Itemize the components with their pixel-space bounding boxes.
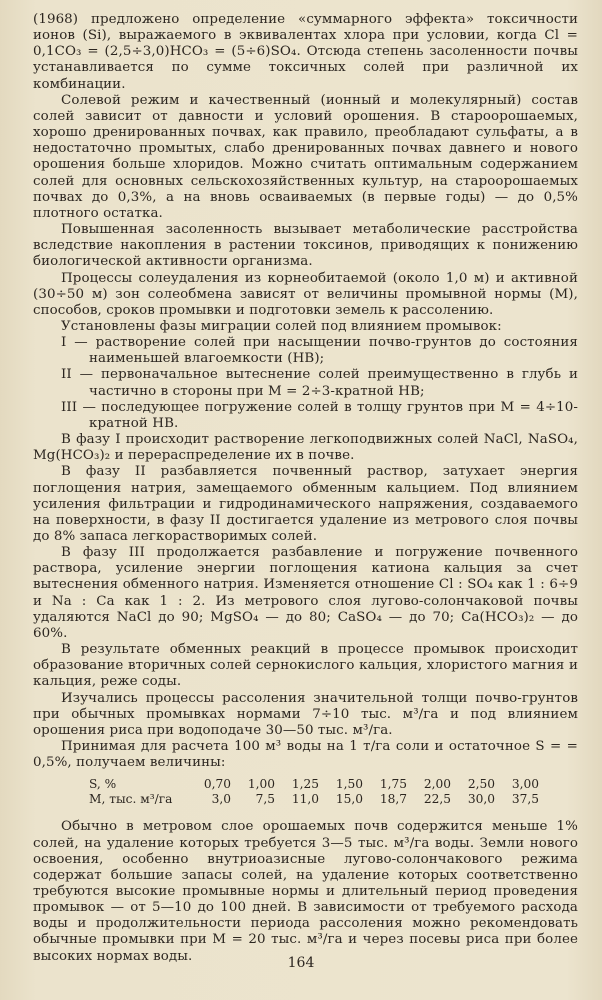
phase-item-2: II — первоначальное вытеснение солей преимущественно в глубь и частично в стороны при M = 2÷3-кратной НВ; [61, 367, 578, 399]
paragraph-calculation: Принимая для расчета 100 м³ воды на 1 т/га соли и остаточное S = = 0,5%, получаем величины: [33, 739, 578, 771]
table-cell: 7,5 [255, 792, 275, 807]
table-cell: 3,00 [511, 777, 539, 792]
values-table [89, 777, 547, 807]
paragraph-final: Обычно в метровом слое орошаемых почв содержится меньше 1% солей, на удаление которых требуется 3—5 тыс. м³/га воды. Земли нового освоения, особенно внутриоазисные лугово-солончакового режима содержат большие запасы солей, на удаление которых соответственно требуются высокие промывные нормы и длительный период проведения промывок — от 5—10 до 100 дней. В зависимости от требуемого расхода воды и продолжительности периода рассоления можно рекомендовать обычные промывки при M = 20 тыс. м³/га и через посевы риса при более высоких нормах воды. [33, 819, 578, 964]
paragraph-exchange-reactions: В результате обменных реакций в процессе промывок происходит образование вторичных солей сернокислого кальция, хлористого магния и кальция, реже соды. [33, 642, 578, 690]
phase-item-1: I — растворение солей при насыщении почво-грунтов до состояния наименьшей влагоемкости (НВ); [61, 335, 578, 367]
table-cell: 18,7 [379, 792, 407, 807]
table-cell: 2,00 [423, 777, 451, 792]
table-cell: 37,5 [511, 792, 539, 807]
table-cell: 30,0 [467, 792, 495, 807]
table-cell: 1,25 [291, 777, 319, 792]
table-row-m [89, 792, 547, 807]
table-row-s [89, 777, 547, 792]
table-cell: 1,50 [335, 777, 363, 792]
table-cell: 11,0 [291, 792, 319, 807]
table-cell: 1,75 [379, 777, 407, 792]
page-number: 164 [287, 955, 315, 971]
paragraph-metabolic: Повышенная засоленность вызывает метаболические расстройства вследствие накопления в растении токсинов, приводящих к понижению биологической активности организма. [33, 222, 578, 270]
phase-item-3: III — последующее погружение солей в толщу грунтов при M = 4÷10-кратной НВ. [61, 399, 578, 431]
paragraph-salt-regime: Солевой режим и качественный (ионный и молекулярный) состав солей зависит от давности и условий орошения. В староорошаемых, хорошо дренированных почвах, как правило, преобладают сульфаты, а в недостаточно промытых, слабо дренированных почвах давнего и нового орошения больше хлоридов. Можно считать оптимальным содержанием солей для основных сельскохозяйственных культур, на староорошаемых почвах до 0,3%, а на вновь осваиваемых (в первые годы) — до 0,5% плотного остатка. [33, 92, 578, 221]
table-cell: 2,50 [467, 777, 495, 792]
paragraph-phase-2: В фазу II разбавляется почвенный раствор, затухает энергия поглощения натрия, замещаемого обменным кальцием. Под влиянием усиления фильтрации и гидродинамического напряжения, создаваемого на поверхности, в фазу II достигается удаление из метрового слоя почвы до 8% запаса легкорастворимых солей. [33, 464, 578, 544]
table-cell: 0,70 [203, 777, 231, 792]
table-cell: 3,0 [211, 792, 231, 807]
paragraph-phase-3: В фазу III продолжается разбавление и погружение почвенного раствора, усиление энергии поглощения катиона кальция за счет вытеснения обменного натрия. Изменяется отношение Cl : SO₄ как 1 : 6÷9 и Na : Ca как 1 : 2. Из метрового слоя лугово-солончаковой почвы удаляются NaCl до 90; MgSO₄ — до 80; CaSO₄ — до 70; Ca(HCO₃)₂ — до 60%. [33, 545, 578, 641]
paragraph-phase-1: В фазу I происходит растворение легкоподвижных солей NaCl, NaSO₄, Mg(HCO₃)₂ и перераспределение их в почве. [33, 432, 578, 464]
paragraph-desalination: Процессы солеудаления из корнеобитаемой (около 1,0 м) и активной (30÷50 м) зон солеобмена зависят от величины промывной нормы (M), способов, сроков промывки и подготовки земель к рассолению. [33, 270, 578, 318]
table-cell: 15,0 [335, 792, 363, 807]
paragraph-studies: Изучались процессы рассоления значительной толщи почво-грунтов при обычных промывках нормами 7÷10 тыс. м³/га и под влиянием орошения риса при водоподаче 30—50 тыс. м³/га. [33, 690, 578, 738]
table-label-s: S, % [89, 777, 117, 792]
table-label-m: M, тыс. м³/га [89, 792, 173, 807]
table-cell: 22,5 [423, 792, 451, 807]
paragraph-phases-intro: Установлены фазы миграции солей под влиянием промывок: [61, 318, 502, 334]
paragraph-toxicity-intro: (1968) предложено определение «суммарного эффекта» токсичности ионов (Si), выражаемого в эквивалентах хлора при условии, когда Cl = 0,1CO₃ = (2,5÷3,0)HCO₃ = (5÷6)SO₄. Отсюда степень засоленности почвы устанавливается по сумме токсичных солей при различной их комбинации. [33, 12, 578, 92]
table-cell: 1,00 [247, 777, 275, 792]
